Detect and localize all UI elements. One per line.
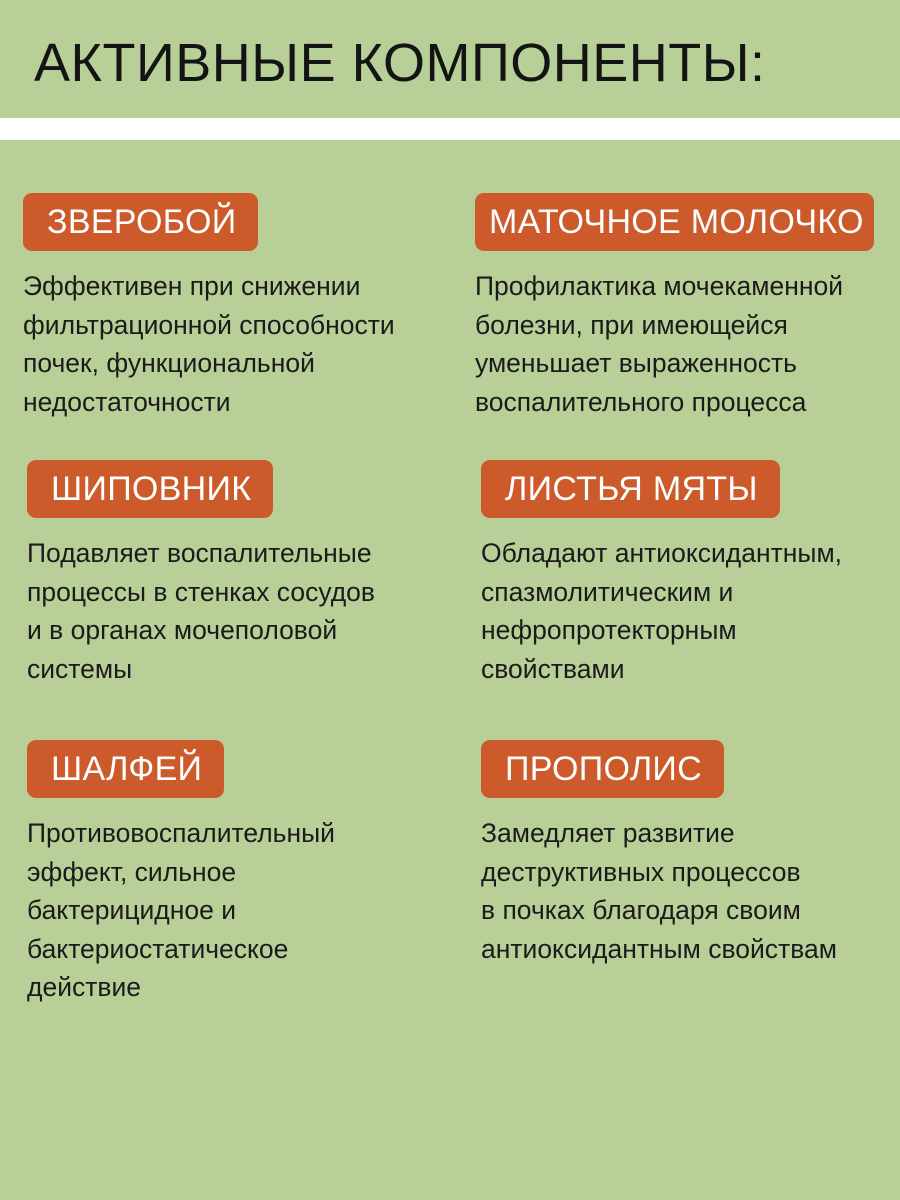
component-badge: ШАЛФЕЙ [27,740,224,798]
header-band [0,0,900,118]
component-card-royal-jelly [475,193,874,421]
component-badge: ШИПОВНИК [27,460,273,518]
component-card-st-johns-wort [23,193,395,421]
component-description: Подавляет воспалительные процессы в стенках сосудов и в органах мочеполовой системы [27,538,375,684]
component-description: Противовоспалительный эффект, сильное бактерицидное и бактериостатическое действие [27,818,335,1002]
component-description: Обладают антиоксидантным, спазмолитическим и нефропротекторным свойствами [481,538,843,684]
component-card-propolis [481,740,837,968]
component-badge: ЛИСТЬЯ МЯТЫ [481,460,780,518]
component-badge: ЗВЕРОБОЙ [23,193,258,251]
page-title: АКТИВНЫЕ КОМПОНЕНТЫ: [34,33,766,93]
component-description: Эффективен при снижении фильтрационной способности почек, функциональной недостаточности [23,271,395,417]
component-description: Профилактика мочекаменной болезни, при имеющейся уменьшает выраженность воспалительного процесса [475,271,844,417]
component-description: Замедляет развитие деструктивных процессов в почках благодаря своим антиоксидантным свойствам [481,818,837,964]
component-badge: ПРОПОЛИС [481,740,724,798]
component-badge: МАТОЧНОЕ МОЛОЧКО [475,193,874,251]
component-card-sage [27,740,335,1007]
component-card-mint-leaves [481,460,842,688]
component-card-rosehip [27,460,375,688]
divider [0,118,900,140]
